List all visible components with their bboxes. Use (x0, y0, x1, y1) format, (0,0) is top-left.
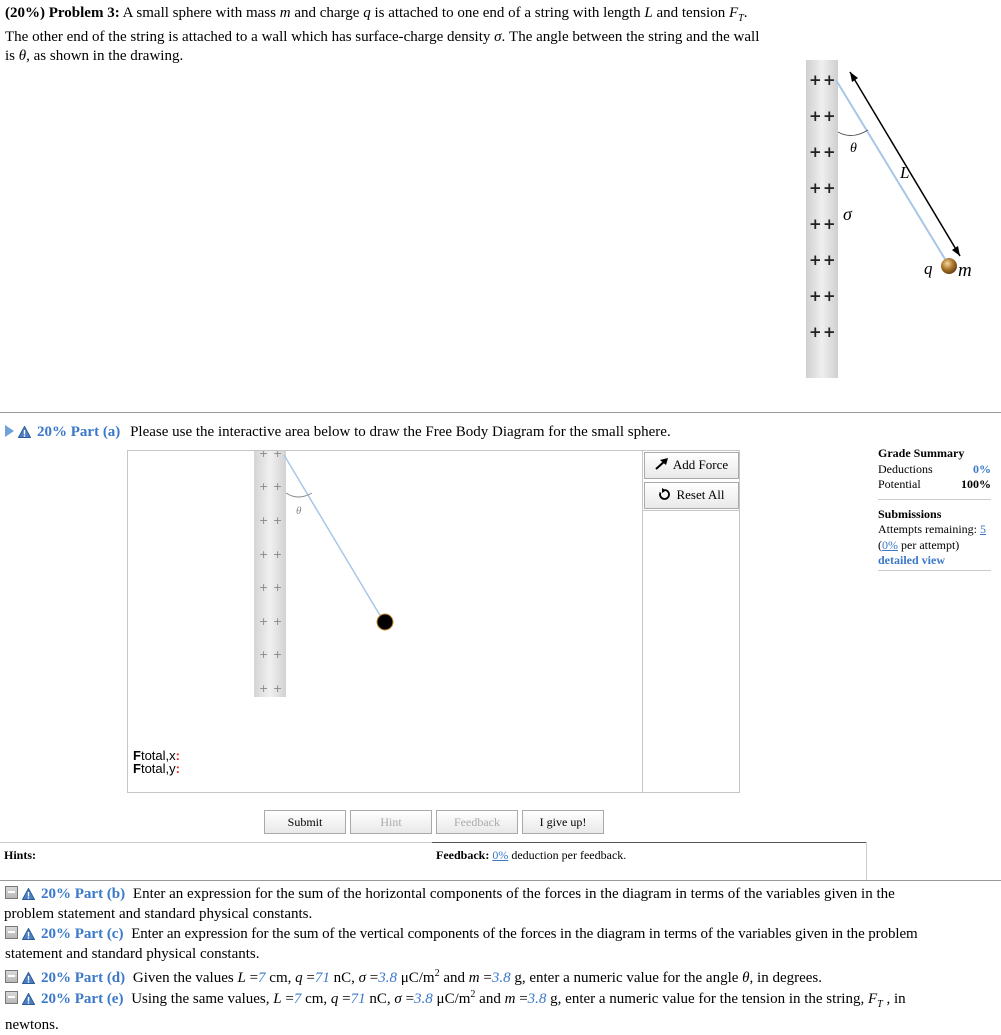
per-attempt-pct: 0% (882, 537, 898, 552)
given-text: Given the values (132, 970, 238, 986)
potential-value: 100% (961, 477, 991, 491)
part-b[interactable] (5, 884, 999, 924)
svg-text:+: + (823, 215, 836, 233)
collapsed-box-icon[interactable] (5, 926, 18, 939)
given-text: Using the same values, (131, 991, 274, 1007)
var-theta: θ (18, 48, 27, 64)
per-attempt-text: per attempt) (898, 537, 960, 552)
figure-L: L (900, 163, 910, 182)
unit-nC: nC, (365, 991, 395, 1007)
equals: = (245, 970, 259, 986)
svg-text:+: + (273, 615, 283, 628)
and-text: and (439, 970, 469, 986)
attempts-value: 5 (979, 522, 986, 536)
var-FT: F (867, 991, 878, 1007)
problem-figure (790, 60, 1001, 380)
fbd-drawing (128, 451, 640, 791)
part-c-weight: 20% Part (c) (41, 926, 124, 942)
force-arrow-icon (655, 458, 669, 470)
grade-title: Grade Summary (878, 446, 965, 460)
svg-text:+: + (809, 107, 822, 125)
problem-text: and tension (652, 5, 729, 21)
warning-icon (22, 928, 35, 940)
feedback-button[interactable] (436, 810, 518, 834)
string (836, 80, 948, 264)
equals: = (479, 970, 492, 986)
var-FT: F (728, 5, 739, 21)
L-value: 7 (293, 991, 302, 1007)
var-q: q (363, 5, 371, 21)
unit-nC: nC, (329, 970, 359, 986)
potential-label: Potential (878, 477, 921, 491)
svg-text:+: + (823, 71, 836, 89)
var-L: L (273, 991, 282, 1007)
and-text: and (475, 991, 505, 1007)
part-b-weight: 20% Part (b) (41, 886, 126, 902)
arrowhead-up (850, 72, 858, 82)
fbd-sphere (377, 614, 393, 630)
svg-text:+: + (259, 615, 269, 628)
svg-text:+: + (809, 287, 822, 305)
collapsed-box-icon[interactable] (5, 970, 18, 983)
q-value: 71 (350, 991, 366, 1007)
sphere (941, 258, 957, 274)
part-a-weight: 20% Part (a) (37, 424, 121, 440)
hint-button[interactable] (350, 810, 432, 834)
hints-label: Hints: (4, 848, 37, 862)
hint-label: Hint (380, 815, 402, 829)
problem-text: , as shown in the drawing. (26, 48, 184, 64)
f-colon: : (175, 761, 180, 776)
deductions-row (878, 462, 991, 478)
part-b-text-2: problem statement and standard physical constants. (4, 906, 313, 922)
figure-theta: θ (850, 141, 857, 156)
svg-text:+: + (809, 251, 822, 269)
reset-all-label: Reset All (676, 487, 725, 502)
svg-text:+: + (273, 548, 283, 561)
per-attempt-row: (0% per attempt) (878, 537, 960, 552)
reset-icon (658, 488, 671, 501)
feedback-label: Feedback (454, 815, 500, 829)
svg-text:+: + (809, 179, 822, 197)
warning-icon (22, 888, 35, 900)
feedback-right-border (866, 842, 867, 880)
attempts-row (878, 522, 991, 538)
var-m: m (504, 991, 516, 1007)
equals: = (401, 991, 415, 1007)
part-b-text: Enter an expression for the sum of the horizontal components of the forces in the diagram in terms of the variables given in the (132, 886, 895, 902)
part-a-header[interactable] (5, 422, 671, 442)
feedback-info (436, 848, 626, 863)
problem-text: A small sphere with mass (122, 5, 280, 21)
warning-icon (22, 972, 35, 984)
svg-text:+: + (823, 287, 836, 305)
submissions-title: Submissions (878, 499, 991, 523)
figure-m: m (958, 260, 972, 281)
f-letter: F (133, 761, 141, 776)
fbd-theta: θ (296, 505, 302, 517)
svg-text:+: + (809, 323, 822, 341)
var-q: q (330, 991, 339, 1007)
angle-arc (838, 130, 868, 136)
fbd-string (284, 455, 384, 622)
var-sigma: σ (358, 970, 366, 986)
problem-weight: (20%) (5, 5, 45, 21)
svg-text:+: + (273, 682, 283, 695)
var-m: m (279, 5, 291, 21)
part-d-text-2: , in degrees. (749, 970, 823, 986)
svg-text:+: + (259, 581, 269, 594)
part-a-text: Please use the interactive area below to draw the Free Body Diagram for the small sphere. (130, 424, 671, 440)
unit-cm: cm, (301, 991, 331, 1007)
part-e-text-2: , in (882, 991, 906, 1007)
arrowhead-down (952, 246, 960, 256)
equals: = (281, 991, 294, 1007)
svg-text:+: + (273, 451, 283, 460)
svg-text:+: + (809, 71, 822, 89)
f-letter: F (133, 748, 141, 763)
figure-q: q (924, 259, 933, 278)
var-FT-sub: T (738, 13, 744, 24)
sigma-value: 3.8 (378, 970, 397, 986)
svg-text:+: + (823, 143, 836, 161)
part-e-text: , enter a numeric value for the tension in the string, (557, 991, 868, 1007)
part-e-weight: 20% Part (e) (41, 991, 124, 1007)
part-c-text-2: statement and standard physical constants. (5, 946, 260, 962)
hints-top-border (0, 842, 432, 843)
attempts-label: Attempts remaining: (878, 522, 977, 536)
part-d-text: , enter a numeric value for the angle (521, 970, 743, 986)
unit-uC: μC/m (432, 991, 471, 1007)
svg-text:+: + (273, 648, 283, 661)
divider (0, 880, 1001, 881)
svg-text:+: + (809, 143, 822, 161)
divider (0, 412, 1001, 413)
feedback-pct: 0% (492, 848, 509, 862)
svg-text:+: + (273, 514, 283, 527)
deductions-label: Deductions (878, 461, 933, 476)
var-sigma: σ (394, 991, 402, 1007)
svg-text:+: + (259, 682, 269, 695)
problem-text: is attached to one end of a string with length (370, 5, 645, 21)
f-total-y (133, 762, 180, 775)
problem-statement (5, 4, 765, 66)
part-c[interactable] (5, 924, 1001, 964)
warning-icon (22, 993, 35, 1005)
collapsed-box-icon[interactable] (5, 886, 18, 899)
svg-text:+: + (823, 179, 836, 197)
feedback-top-border (432, 842, 867, 843)
svg-text:+: + (273, 480, 283, 493)
var-theta: θ (742, 970, 750, 986)
feedback-text: deduction per feedback. (508, 848, 627, 862)
problem-text: . The other end of the string is attached to a wall which has surface-charge density (5, 5, 748, 45)
var-L: L (237, 970, 246, 986)
svg-text:+: + (823, 107, 836, 125)
add-force-label: Add Force (672, 457, 729, 472)
sigma-value: 3.8 (414, 991, 433, 1007)
deductions-value: 0% (973, 461, 991, 476)
equals: = (302, 970, 315, 986)
f-sub: total,x (140, 748, 176, 763)
fbd-separator (642, 451, 643, 792)
part-c-text: Enter an expression for the sum of the vertical components of the forces in the diagram in terms of the variables given in the problem (131, 926, 918, 942)
svg-text:+: + (259, 548, 269, 561)
svg-text:+: + (259, 451, 269, 460)
svg-text:+: + (809, 215, 822, 233)
q-value: 71 (314, 970, 330, 986)
submit-label: Submit (287, 815, 323, 829)
potential-row (878, 477, 991, 493)
svg-text:+: + (823, 251, 836, 269)
grade-summary (878, 446, 991, 571)
part-d-weight: 20% Part (d) (41, 970, 126, 986)
equals: = (366, 970, 379, 986)
equals: = (338, 991, 351, 1007)
var-sigma: σ (494, 29, 502, 45)
var-L: L (644, 5, 653, 21)
unit-squared: 2 (470, 989, 476, 1000)
unit-g: g (510, 970, 522, 986)
m-value: 3.8 (527, 991, 547, 1007)
unit-uC: μC/m (396, 970, 435, 986)
svg-text:+: + (259, 648, 269, 661)
unit-squared: 2 (434, 968, 440, 979)
collapsed-box-icon[interactable] (5, 991, 18, 1004)
unit-cm: cm, (265, 970, 296, 986)
f-sub: total,y (140, 761, 176, 776)
svg-text:+: + (823, 323, 836, 341)
submit-button[interactable] (264, 810, 346, 834)
give-up-label: I give up! (539, 815, 587, 829)
equals: = (515, 991, 528, 1007)
reset-all-button[interactable] (644, 482, 739, 509)
give-up-button[interactable] (522, 810, 604, 834)
m-value: 3.8 (491, 970, 511, 986)
svg-text:+: + (259, 480, 269, 493)
warning-icon (18, 426, 31, 438)
unit-g: g (546, 991, 558, 1007)
part-e-text-3: newtons. (5, 1017, 59, 1033)
expand-triangle-icon[interactable] (5, 425, 14, 437)
problem-text: . The angle between the string and the wall is (5, 29, 760, 64)
svg-text:+: + (273, 581, 283, 594)
L-value: 7 (258, 970, 266, 986)
detailed-view-link[interactable]: detailed view (878, 553, 991, 571)
feedback-title: Feedback: (436, 848, 490, 862)
fbd-toolbar-divider (643, 510, 740, 511)
part-e[interactable] (5, 985, 1001, 1035)
f-colon: : (175, 748, 180, 763)
svg-text:+: + (259, 514, 269, 527)
var-q: q (295, 970, 303, 986)
var-m: m (468, 970, 480, 986)
problem-label: Problem 3: (48, 5, 120, 21)
var-FT-sub: T (877, 999, 883, 1010)
add-force-button[interactable] (644, 452, 739, 479)
figure-sigma: σ (843, 204, 852, 224)
problem-text: and charge (290, 5, 364, 21)
